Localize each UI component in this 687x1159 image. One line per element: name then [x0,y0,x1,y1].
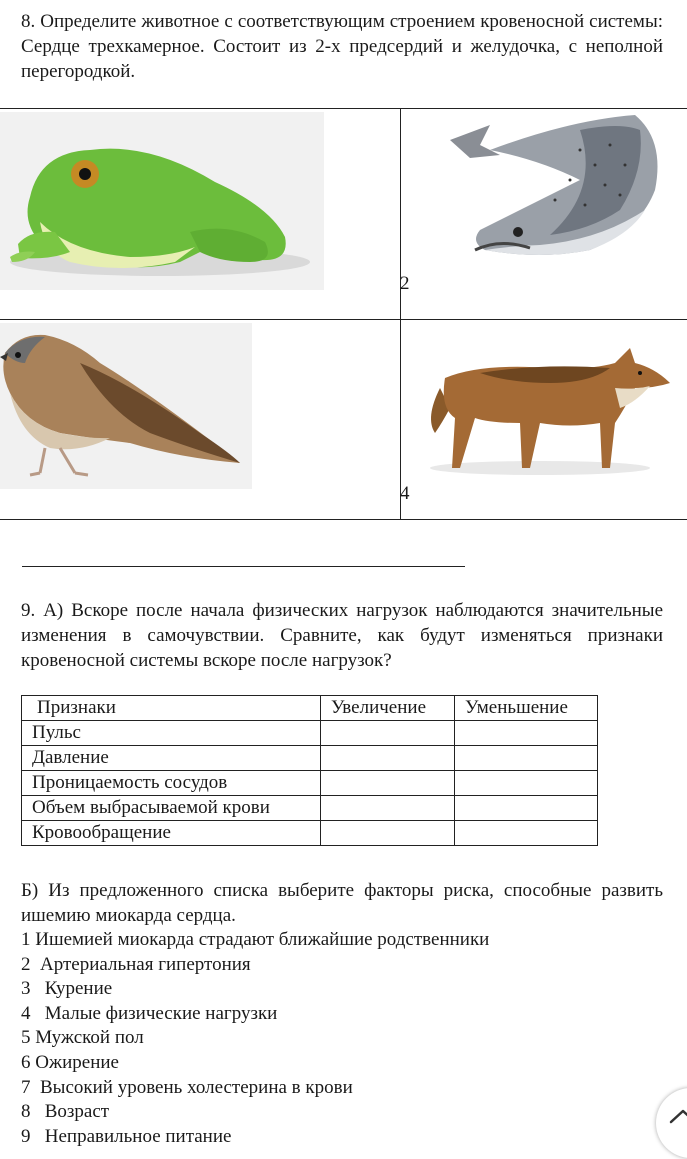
table-header-row [22,696,598,721]
question-9b-text: Б) Из предложенного списка выберите факторы риска, способные развить ишемию миокарда сердца. [21,880,663,926]
grid-border-bottom [0,519,687,520]
risk-factor-list [21,928,489,1149]
table-row [22,746,598,771]
list-item: 4 Малые физические нагрузки [21,1002,278,1024]
table-row [22,821,598,846]
list-item: 1 Ишемией миокарда страдают ближайшие родственники [21,929,490,950]
increase-cell[interactable] [321,796,455,821]
list-item: 8 Возраст [21,1101,110,1123]
grid-divider-middle [0,319,687,320]
sparrow-image [0,323,252,489]
list-item: 6 Ожирение [21,1051,119,1073]
increase-cell[interactable] [321,721,455,746]
decrease-cell[interactable] [455,821,598,846]
image-number-2: 2 [400,273,410,294]
increase-cell[interactable] [321,746,455,771]
table-row [22,796,598,821]
row-label: Объем выбрасываемой крови [22,796,321,821]
scroll-top-button[interactable] [656,1088,687,1158]
frog-image [0,112,324,290]
header-increase: Увеличение [321,696,455,721]
list-item: 3 Курение [21,978,113,1000]
row-label: Пульс [22,721,321,746]
list-item: 2 Артериальная гипертония [21,953,251,975]
grid-border-top [0,108,687,109]
decrease-cell[interactable] [455,746,598,771]
grid-divider-vertical [400,108,401,520]
question-9a-text: 9. А) Вскоре после начала физических нагрузок наблюдаются значительные изменения в самочувствии. Сравните, как будут изменяться признаки кровеносной системы вскоре после нагрузок? [21,600,663,671]
decrease-cell[interactable] [455,796,598,821]
question-8-text: 8. Определите животное с соответствующим строением кровеносной системы: Сердце трехкамерное. Состоит из 2-х предсердий и желудочка, с неполной перегородкой. [21,11,663,82]
list-item: 7 Высокий уровень холестерина в крови [21,1076,353,1098]
signs-table [21,695,598,846]
row-label: Давление [22,746,321,771]
list-item: 5 Мужской пол [21,1027,144,1049]
row-label: Кровообращение [22,821,321,846]
fish-image [430,110,670,270]
decrease-cell[interactable] [455,771,598,796]
answer-underline [22,566,465,567]
chevron-up-icon [668,1106,687,1126]
table-row [22,771,598,796]
header-decrease: Уменьшение [455,696,598,721]
decrease-cell[interactable] [455,721,598,746]
row-label: Проницаемость сосудов [22,771,321,796]
table-row [22,721,598,746]
increase-cell[interactable] [321,771,455,796]
image-number-4: 4 [400,483,410,504]
animal-grid [0,108,687,520]
list-item: 9 Неправильное питание [21,1125,232,1147]
header-signs: Признаки [22,696,321,721]
wolf-image [420,328,675,478]
increase-cell[interactable] [321,821,455,846]
